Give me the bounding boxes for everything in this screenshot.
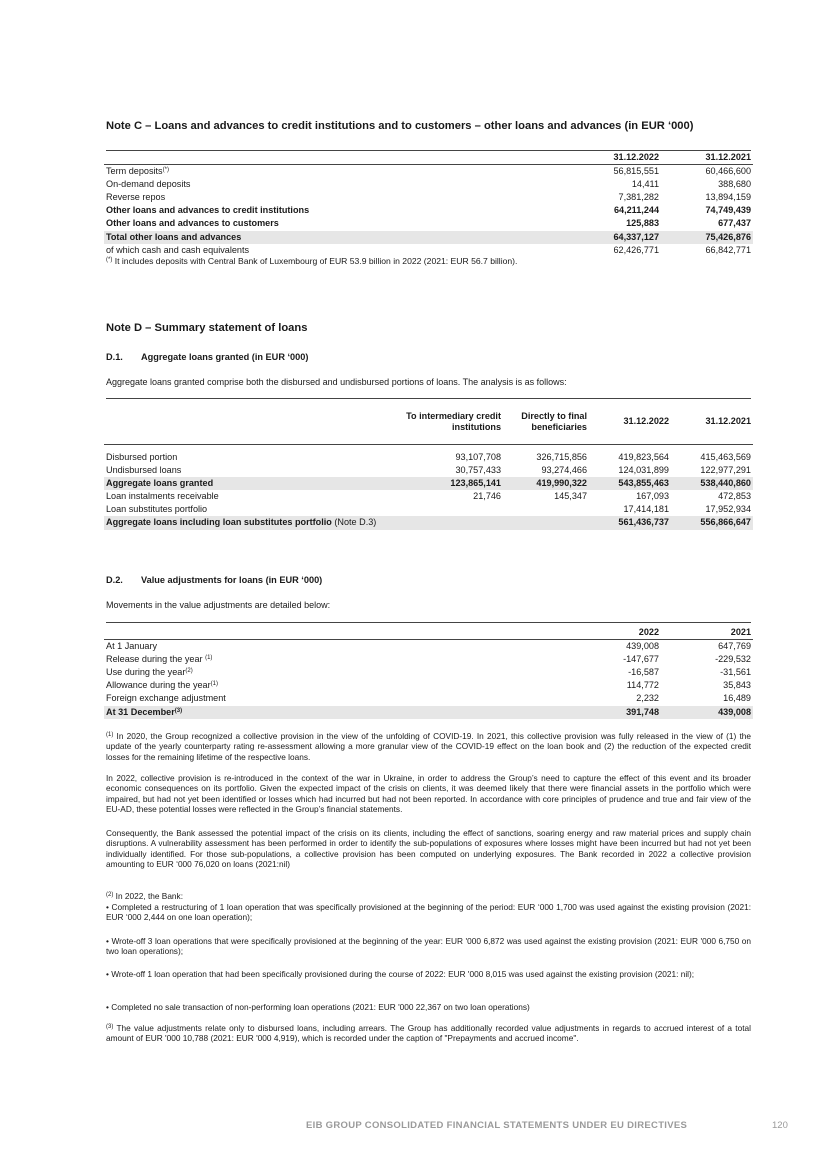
row-label-text: At 31 December <box>106 706 175 717</box>
row-label-text: Other loans and advances to customers <box>106 218 279 229</box>
row-label-text: Undisbursed loans <box>106 465 182 476</box>
d2-row-label <box>104 679 569 692</box>
note-c-footnote-text: It includes deposits with Central Bank of Luxembourg of EUR 53.9 billion in 2022 (2021: EUR 56.7 billion). <box>112 256 518 266</box>
note-c-value-2021: 677,437 <box>718 218 751 229</box>
d1-header-2021: 31.12.2021 <box>671 399 753 445</box>
d1-row-label <box>104 477 404 490</box>
d1-row <box>104 464 753 477</box>
d2-row <box>104 679 753 692</box>
d2-row-label <box>104 666 569 679</box>
footnote-3-text: The value adjustments relate only to disbursed loans, including arrears. The Group has additionally recorded value adjustments in regards to accrued interest of a total amount of EUR '000 10,788 (2021: EUR '000 4,919), which is recorded under the caption of "Prepayments and accrued income". <box>106 1023 751 1044</box>
note-c-value-2021: 74,749,439 <box>705 205 751 216</box>
d2-row <box>104 666 753 679</box>
note-c-row-label <box>104 165 569 179</box>
note-c-row <box>104 165 753 179</box>
row-label-text: Disbursed portion <box>106 452 178 462</box>
d1-row-label <box>104 451 404 464</box>
d1-value-final-beneficiaries <box>503 516 589 529</box>
d2-row-label <box>104 640 569 654</box>
note-c-row-label <box>104 244 569 257</box>
note-c-title: Note C – Loans and advances to credit institutions and to customers – other loans and advances (in EUR ‘000) <box>106 120 694 132</box>
row-label-text: Reverse repos <box>106 192 166 203</box>
row-label-text: Aggregate loans granted <box>106 478 214 489</box>
note-c-row-label <box>104 217 569 230</box>
footnote-reference: (1) <box>205 655 213 662</box>
d1-value-intermediary <box>404 503 503 516</box>
d2-value-2021: 647,769 <box>718 641 751 652</box>
note-c-row <box>104 178 753 191</box>
d2-value-2022: -147,677 <box>623 654 659 665</box>
d1-value-2021: 538,440,860 <box>671 477 753 490</box>
page-number: 120 <box>772 1120 788 1131</box>
row-label-text: At 1 January <box>106 641 158 652</box>
d2-row <box>104 653 753 666</box>
d1-table <box>104 399 753 530</box>
footnote-reference: (*) <box>162 167 169 174</box>
note-c-value-2022: 14,411 <box>631 179 659 190</box>
d1-value-2022: 167,093 <box>636 491 669 502</box>
d1-value-2022: 543,855,463 <box>589 477 671 490</box>
d1-heading: Aggregate loans granted (in EUR ‘000) <box>141 352 309 362</box>
d2-value-2022: 2,232 <box>636 693 659 704</box>
row-label-text: Total other loans and advances <box>106 231 242 242</box>
row-label-text: of which cash and cash equivalents <box>106 244 250 255</box>
row-label-text: Use during the year <box>106 667 186 678</box>
d1-value-final-beneficiaries <box>503 503 589 516</box>
d2-value-2021: 35,843 <box>723 680 751 691</box>
footnote-2-mark: (2) <box>106 892 114 898</box>
d2-header-2022: 2022 <box>569 626 661 640</box>
d2-top-rule <box>106 622 751 623</box>
footnote-2-intro-text: In 2022, the Bank: <box>113 891 183 901</box>
d1-value-final-beneficiaries: 326,715,856 <box>536 452 587 462</box>
note-c-value-2021: 60,466,600 <box>705 166 751 177</box>
d1-value-intermediary: 123,865,141 <box>404 477 503 490</box>
footnote-2-intro <box>106 891 751 901</box>
note-c-value-2022: 64,337,127 <box>569 231 661 244</box>
note-c-header-2021: 31.12.2021 <box>661 151 753 165</box>
d1-row <box>104 477 753 490</box>
footnote-3 <box>106 1023 751 1044</box>
d1-row-label <box>104 503 404 516</box>
d2-value-2022: 439,008 <box>626 641 659 652</box>
d2-heading-number: D.2. <box>106 575 123 585</box>
row-label-text: Loan substitutes portfolio <box>106 504 208 515</box>
d1-row <box>104 451 753 464</box>
row-label-text: Foreign exchange adjustment <box>106 693 226 704</box>
d1-header-intermediary: To intermediary credit institutions <box>404 399 503 445</box>
d1-header-final-beneficiaries: Directly to final beneficiaries <box>503 399 589 445</box>
d1-heading-number: D.1. <box>106 352 123 362</box>
row-label-text: Allowance during the year <box>106 680 211 691</box>
note-d-title: Note D – Summary statement of loans <box>106 322 308 334</box>
note-c-row-label <box>104 178 569 191</box>
d2-header-2021: 2021 <box>661 626 753 640</box>
d1-value-2021: 122,977,291 <box>700 465 751 476</box>
note-c-value-2021: 13,894,159 <box>705 192 751 203</box>
d1-row <box>104 516 753 529</box>
d2-value-2021: 16,489 <box>723 693 751 704</box>
row-label-suffix: (Note D.3) <box>331 517 377 528</box>
footnote-2-bullet-1: • Completed a restructuring of 1 loan operation that was specifically provisioned at the beginning of the period: EUR ‘000 1,700 was used against the existing provision (2021: EUR ‘000 2,444 on one loan operation); <box>106 902 751 923</box>
note-c-value-2021: 66,842,771 <box>705 244 751 255</box>
footnote-reference: (2) <box>185 668 193 675</box>
d2-row <box>104 640 753 654</box>
note-c-value-2022: 64,211,244 <box>613 205 659 216</box>
d2-row <box>104 706 753 719</box>
d1-row-label <box>104 490 404 503</box>
d1-value-intermediary: 30,757,433 <box>455 465 501 476</box>
footnote-2-bullet-3: • Wrote-off 1 loan operation that had been specifically provisioned during the course of 2022: EUR '000 8,015 was used against the existing provision (2021: nil); <box>106 969 695 979</box>
footnote-reference: (1) <box>210 681 218 688</box>
note-c-row <box>104 191 753 204</box>
d1-value-final-beneficiaries: 419,990,322 <box>503 477 589 490</box>
d1-value-2021: 415,463,569 <box>700 452 751 462</box>
footnote-1-para-1 <box>106 731 751 762</box>
footnote-reference: (3) <box>174 707 183 714</box>
d1-row-label <box>104 464 404 477</box>
footnote-1-para-3: Consequently, the Bank assessed the potential impact of the crisis on its clients, including the effect of sanctions, soaring energy and raw material prices and supply chain disruptions. A vulnerability assessment has been performed in order to identify the sub-populations of exposures where losses might have been incurred but had not yet been individually identified. For those sub-populations, a collective provision has been computed on underlying exposures. The Bank recorded in 2022 a collective provision amounting to EUR ‘000 76,020 on loans (2021:nil) <box>106 828 751 870</box>
d1-header-2022: 31.12.2022 <box>589 399 671 445</box>
note-c-value-2021: 75,426,876 <box>661 231 753 244</box>
note-c-footnote <box>106 256 751 266</box>
d1-row <box>104 503 753 516</box>
note-c-row-label <box>104 204 569 217</box>
d2-row <box>104 692 753 705</box>
note-c-value-2021: 388,680 <box>718 179 751 190</box>
footnote-2-bullet-2: • Wrote-off 3 loan operations that were specifically provisioned at the beginning of the year: EUR '000 6,872 was used against the existing provision (2021: EUR '000 6,750 on two loan operations); <box>106 936 751 957</box>
d1-value-2022: 419,823,564 <box>618 452 669 462</box>
d1-row-label <box>104 516 404 529</box>
footnote-1-para-1-text: In 2020, the Group recognized a collective provision in the view of the unfolding of COVID-19. In 2021, this collective provision was fully released in the view of (1) the update of the yearly counterparty rating re-assessment allowing a more granular view of the COVID-19 effect on the loan book and (2) the reduction of the expected credit losses for the remaining lifetime of the respective loans. <box>106 731 751 762</box>
d2-row-label <box>104 692 569 705</box>
note-c-row <box>104 231 753 244</box>
d1-intro: Aggregate loans granted comprise both the disbursed and undisbursed portions of loans. The analysis is as follows: <box>106 377 567 387</box>
d1-row <box>104 490 753 503</box>
note-c-value-2022: 62,426,771 <box>613 244 659 255</box>
d2-table <box>104 626 753 719</box>
d2-value-2022: 391,748 <box>569 706 661 719</box>
note-c-header-2022: 31.12.2022 <box>569 151 661 165</box>
d1-value-final-beneficiaries: 145,347 <box>554 491 587 502</box>
d2-row-label <box>104 706 569 719</box>
d2-heading: Value adjustments for loans (in EUR ‘000) <box>141 575 323 585</box>
row-label-text: On-demand deposits <box>106 179 191 190</box>
note-c-value-2022: 7,381,282 <box>618 192 659 203</box>
d1-value-2021: 472,853 <box>718 491 751 502</box>
page-footer-title: EIB GROUP CONSOLIDATED FINANCIAL STATEMENTS UNDER EU DIRECTIVES <box>306 1120 688 1131</box>
row-label-text: Term deposits <box>106 166 163 177</box>
d1-value-intermediary: 21,746 <box>473 491 501 502</box>
footnote-3-mark: (3) <box>106 1024 114 1030</box>
d1-value-2022: 561,436,737 <box>589 516 671 529</box>
d1-value-intermediary <box>404 516 503 529</box>
row-label-text: Loan instalments receivable <box>106 491 219 502</box>
footnote-1-mark: (1) <box>106 732 114 738</box>
note-c-row <box>104 204 753 217</box>
d1-value-2022: 17,414,181 <box>623 504 669 515</box>
d1-value-2021: 17,952,934 <box>705 504 751 515</box>
d2-value-2021: -31,561 <box>720 667 751 678</box>
footnote-2-bullet-4: • Completed no sale transaction of non-performing loan operations (2021: EUR '000 22,367 on two loan operations) <box>106 1002 530 1012</box>
d2-row-label <box>104 653 569 666</box>
note-c-row <box>104 217 753 230</box>
footnote-1-para-2: In 2022, collective provision is re-introduced in the context of the war in Ukraine, in order to address the Group’s need to capture the effect of this event and its broader economic consequences on its portfolio. Given the expected impact of the crisis on clients, it was deemed likely that there were financial assets in the portfolio which were impaired, but had not yet been identified or losses which had incurred but had not been reported. In accordance with core principles of prudence and true and fair view of the EU-AD, these potential losses were reflected in the Group’s financial statements. <box>106 773 751 815</box>
note-c-row-label <box>104 191 569 204</box>
d2-value-2022: -16,587 <box>628 667 659 678</box>
d1-value-final-beneficiaries: 93,274,466 <box>541 465 587 476</box>
note-c-row <box>104 244 753 257</box>
row-label-text: Release during the year <box>106 654 206 665</box>
d1-value-2022: 124,031,899 <box>618 465 669 476</box>
note-c-value-2022: 125,883 <box>626 218 659 229</box>
d1-value-2021: 556,866,647 <box>671 516 753 529</box>
d2-value-2021: -229,532 <box>715 654 751 665</box>
d2-value-2021: 439,008 <box>661 706 753 719</box>
note-c-value-2022: 56,815,551 <box>613 166 659 177</box>
note-c-table <box>104 151 753 257</box>
d1-value-intermediary: 93,107,708 <box>455 452 501 462</box>
note-c-row-label <box>104 231 569 244</box>
d2-value-2022: 114,772 <box>626 680 659 691</box>
d2-intro: Movements in the value adjustments are detailed below: <box>106 600 331 610</box>
note-c-footnote-mark: (*) <box>106 257 113 263</box>
row-label-text: Aggregate loans including loan substitutes portfolio <box>106 517 332 528</box>
row-label-text: Other loans and advances to credit institutions <box>106 205 310 216</box>
